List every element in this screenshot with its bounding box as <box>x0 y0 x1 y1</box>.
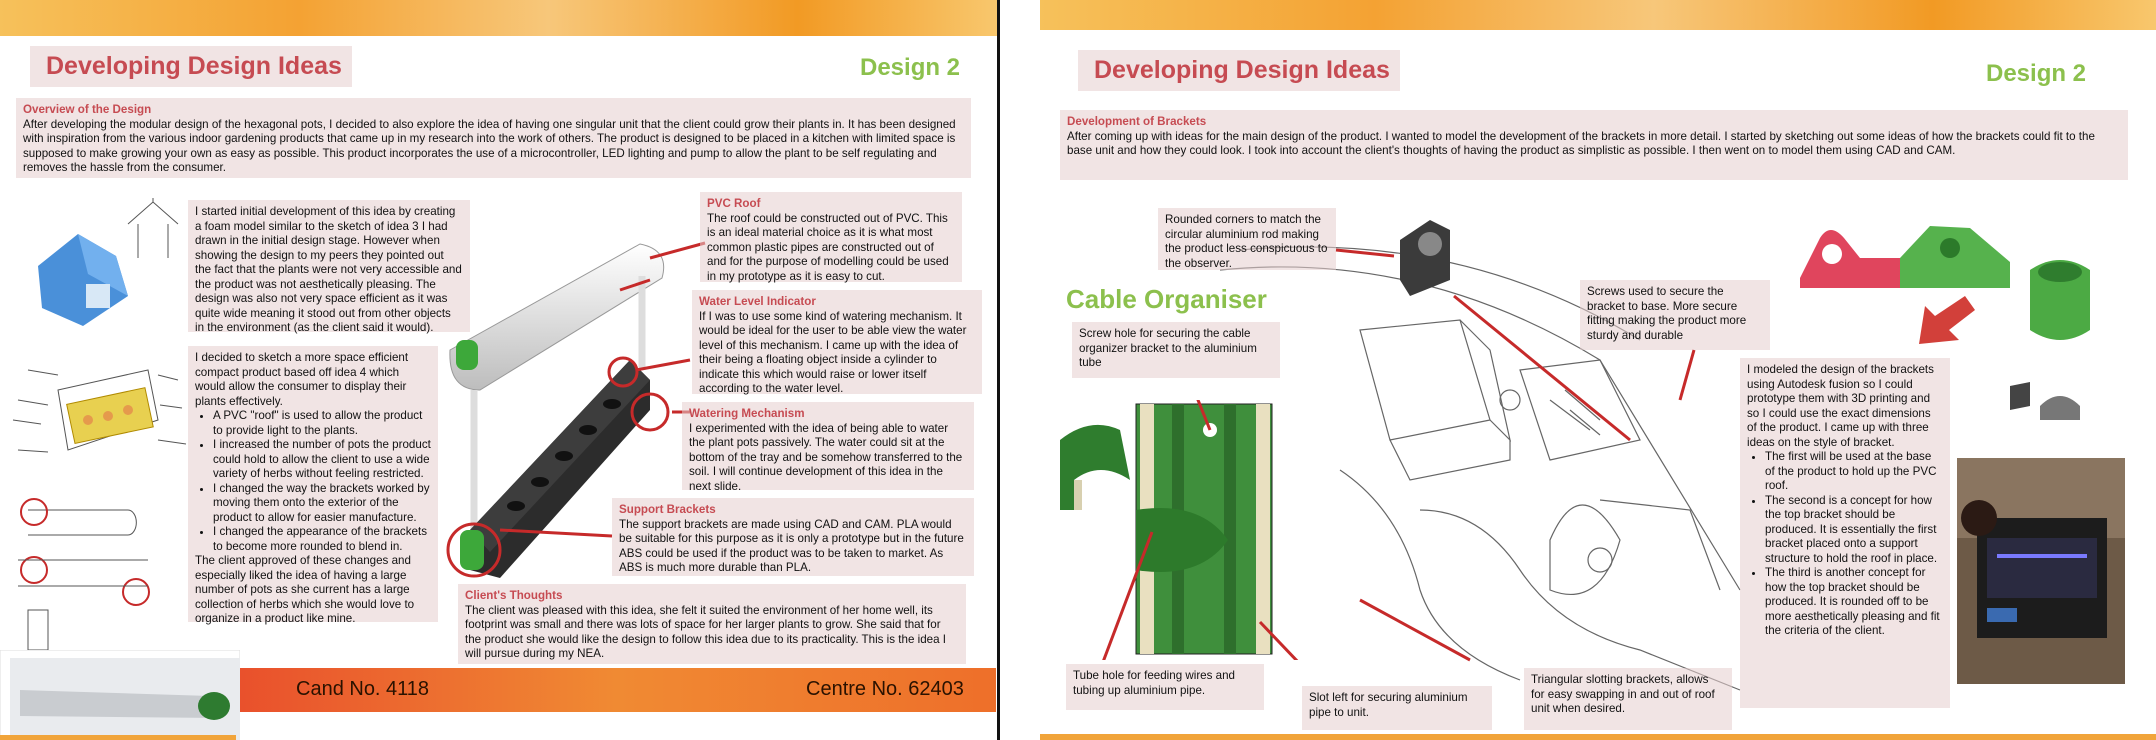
left-slide <box>0 0 1000 740</box>
right-title: Developing Design Ideas <box>1078 50 1400 91</box>
compact-bullet: • I changed the appearance of the brackets to become more rounded to blend in. <box>213 525 431 554</box>
left-bottom-bar <box>0 735 236 740</box>
pvc-text: The roof could be constructed out of PVC. This is an ideal material choice as it is what most common plastic pipes are constructed out of and for the purpose of modelling could be used in my prototype as it is easy to cut. <box>707 211 949 283</box>
water-level-text: If I was to use some kind of watering mechanism. It would be ideal for the user to be able view the water level of this mechanism. I came up with the idea of their being a floating object inside a cylinder to indicate this which would raise or lower itself according to the water level. <box>699 309 967 395</box>
support-brackets-box <box>612 498 974 576</box>
client-text: The client was pleased with this idea, she felt it suited the environment of her home well, its footprint was small and there was lots of space for her larger plants to grow. She said that for the product she would like the design to follow this idea due to its practicality. This is the idea I will pursue during my NEA. <box>465 603 946 660</box>
tube-hole-text: Tube hole for feeding wires and tubing up aluminium pipe. <box>1073 669 1235 697</box>
screw-hole-text: Screw hole for securing the cable organizer bracket to the aluminium tube <box>1079 327 1257 369</box>
pvc-heading: PVC Roof <box>707 197 761 210</box>
left-footer <box>236 668 996 712</box>
rounded-corners-text: Rounded corners to match the circular aluminium rod making the product less conspicuous to the observer. <box>1165 213 1328 270</box>
modeled-intro: I modeled the design of the brackets using Autodesk fusion so I could prototype them with 3D printing and so I could use the exact dimensions of the product. I came up with three ideas on the style of bracket. <box>1747 363 1934 449</box>
compact-intro: I decided to sketch a more space efficient compact product based off idea 4 which would allow the consumer to display their plants effectively. <box>195 351 409 408</box>
triangular-text: Triangular slotting brackets, allows for easy swapping in and out of roof unit when desired. <box>1531 673 1715 715</box>
triangular-box <box>1524 668 1732 730</box>
overview-heading: Overview of the Design <box>23 103 152 116</box>
foam-model-text: I started initial development of this idea by creating a foam model similar to the sketch of idea 3 I had drawn in the initial design stage. However when showing the design to my peers they pointed out the fact that the plants were not very accessible and the product was not aesthetically pleasing. The design was also not very space efficient as it was quite wide meaning it stood out from other objects in the environment (as the client said it would). <box>195 205 462 334</box>
client-heading: Client's Thoughts <box>465 589 563 602</box>
support-heading: Support Brackets <box>619 503 716 516</box>
right-slide <box>1040 0 2156 740</box>
modeled-bullet: • The second is a concept for how the top bracket should be produced. It is essentially the first bracket placed onto a support structure to hold the roof in place. <box>1765 494 1943 567</box>
compact-bullet: • I increased the number of pots the product could hold to allow the client to use a wide variety of herbs without feeling restricted. <box>213 438 431 482</box>
right-design-label: Design 2 <box>1986 60 2087 87</box>
pvc-roof-box <box>700 192 962 282</box>
compact-bullet: • I changed the way the brackets worked by moving them onto the exterior of the product to allow for easier manufacture. <box>213 482 431 526</box>
brackets-heading: Development of Brackets <box>1067 115 1207 128</box>
compact-outro: The client approved of these changes and especially liked the idea of having a large number of pots as she current has a large collection of herbs which she would love to organize in a product like mine. <box>195 554 415 625</box>
watering-box <box>682 402 974 493</box>
support-text: The support brackets are made using CAD and CAM. PLA would be suitable for this purpose as it is only a prototype but in the future ABS could be used if the product was to be taken to market. As ABS is much more durable than PLA. <box>619 517 964 574</box>
lamp-render-thumbnail <box>0 650 240 740</box>
left-design-label: Design 2 <box>860 54 961 81</box>
tube-hole-box <box>1066 664 1264 710</box>
cand-number: Cand No. 4118 <box>296 678 430 700</box>
water-level-heading: Water Level Indicator <box>699 295 816 308</box>
modeled-bullet: • The first will be used at the base of the product to hold up the PVC roof. <box>1765 450 1943 494</box>
modeled-bullet: • The third is another concept for how the top bracket should be produced. It is rounded off to be more aesthetically pleasing and fit the criteria of the client. <box>1765 566 1943 639</box>
slot-text: Slot left for securing aluminium pipe to unit. <box>1309 691 1468 719</box>
watering-heading: Watering Mechanism <box>689 407 805 420</box>
screws-text: Screws used to secure the bracket to base. More secure fitting making the product more sturdy and durable <box>1587 285 1747 342</box>
clients-thoughts-box <box>458 584 966 664</box>
overview-text: After developing the modular design of the hexagonal pots, I decided to also explore the idea of having one singular unit that the client could grow their plants in. It has been designed with inspiration from the various indoor gardening products that came up in my research into the work of others. The product is designed to be placed in a kitchen with limited space is supposed to make growing your own as easy as possible. This product incorporates the use of a microcontroller, LED lighting and pump to allow the plant to be self regulating and removes the hassle from the consumer. <box>23 117 956 174</box>
brackets-text: After coming up with ideas for the main design of the product. I wanted to model the development of the brackets in more detail. I started by sketching out some ideas of how the brackets could fit to the base unit and how they could look. I took into account the client's thoughts of having the product as simplistic as possible. I then went on to model them using CAD and CAM. <box>1067 129 2095 157</box>
compact-bullet: • A PVC "roof" is used to allow the product to provide light to the plants. <box>213 409 431 438</box>
cable-organiser-heading: Cable Organiser <box>1066 284 1267 314</box>
centre-number: Centre No. 62403 <box>806 678 964 700</box>
watering-text: I experimented with the idea of being able to water the plant pots passively. The water could sit at the bottom of the tray and be somehow transferred to the soil. I will continue development of this idea in the next slide. <box>689 421 963 493</box>
slot-box <box>1302 686 1492 730</box>
water-level-box <box>692 290 982 394</box>
right-pointer-lines <box>1040 0 2156 740</box>
page-gutter <box>1000 0 1040 740</box>
left-title: Developing Design Ideas <box>30 46 352 87</box>
right-bottom-bar <box>1040 734 2156 740</box>
